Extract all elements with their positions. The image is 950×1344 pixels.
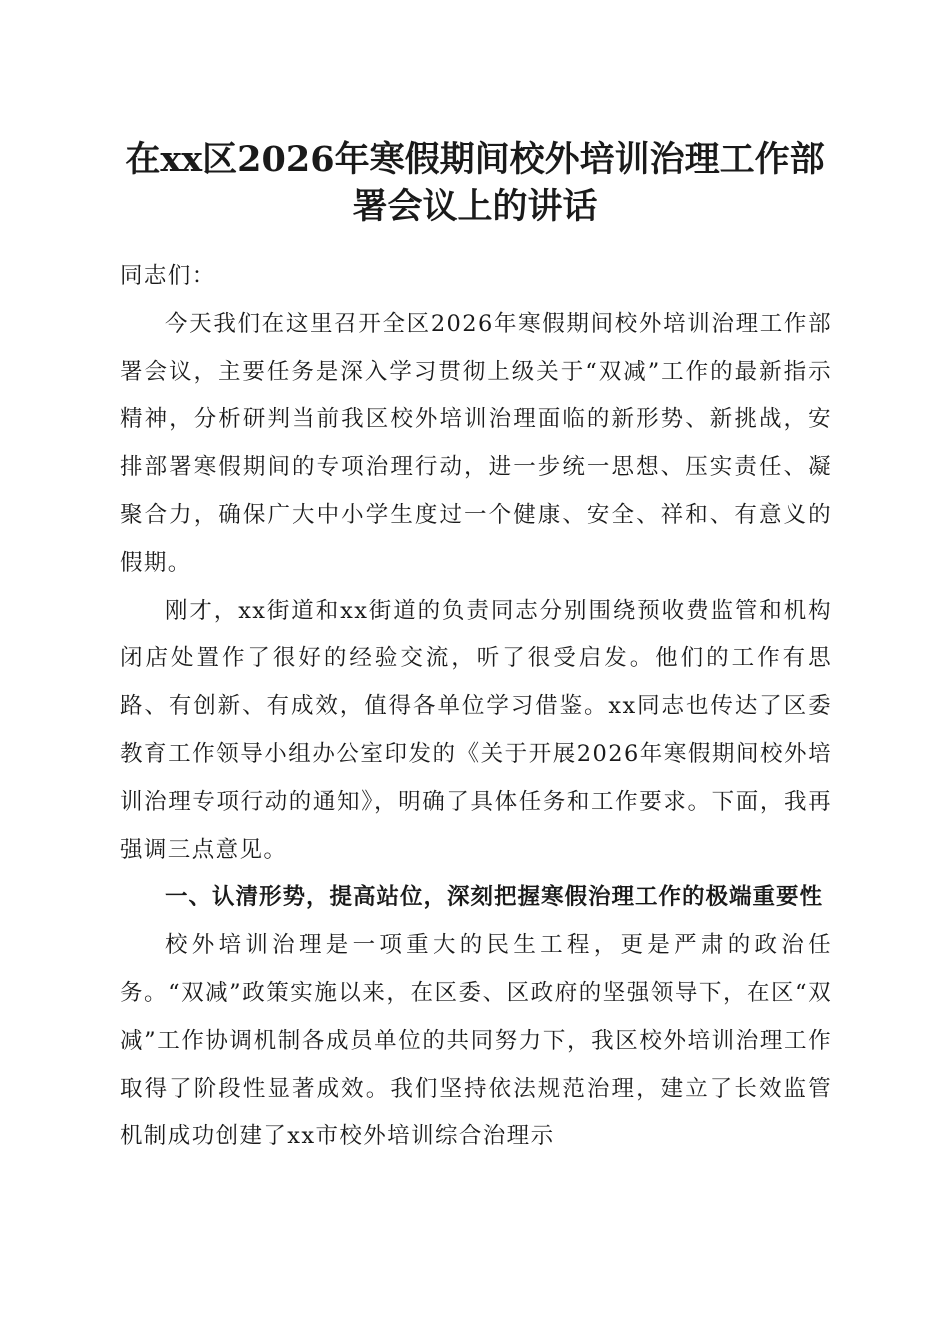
paragraph-intro: 今天我们在这里召开全区2026年寒假期间校外培训治理工作部署会议，主要任务是深入学习贯彻上级关于“双减”工作的最新指示精神，分析研判当前我区校外培训治理面临的新形势、新挑战，安排部署寒假期间的专项治理行动，进一步统一思想、压实责任、凝聚合力，确保广大中小学生度过一个健康、安全、祥和、有意义的假期。 — [120, 310, 832, 576]
document-title — [100, 136, 850, 230]
title-line-2: 署会议上的讲话 — [352, 186, 598, 227]
paragraph-section-1: 校外培训治理是一项重大的民生工程，更是严肃的政治任务。“双减”政策实施以来，在区委、区政府的坚强领导下，在区“双减”工作协调机制各成员单位的共同努力下，我区校外培训治理工作取得了阶段性显著成效。我们坚持依法规范治理，建立了长效监管机制成功创建了xx市校外培训综合治理示 — [120, 932, 832, 1150]
paragraph-exchange: 刚才，xx街道和xx街道的负责同志分别围绕预收费监管和机构闭店处置作了很好的经验交流，听了很受启发。他们的工作有思路、有创新、有成效，值得各单位学习借鉴。xx同志也传达了区委教育工作领导小组办公室印发的《关于开展2026年寒假期间校外培训治理专项行动的通知》，明确了具体任务和工作要求。下面，我再强调三点意见。 — [120, 597, 832, 863]
section-heading-1: 一、认清形势，提高站位，深刻把握寒假治理工作的极端重要性 — [165, 884, 824, 911]
salutation: 同志们： — [120, 263, 216, 289]
title-line-1: 在xx区2026年寒假期间校外培训治理工作部 — [125, 139, 825, 180]
document-body — [120, 253, 832, 1161]
